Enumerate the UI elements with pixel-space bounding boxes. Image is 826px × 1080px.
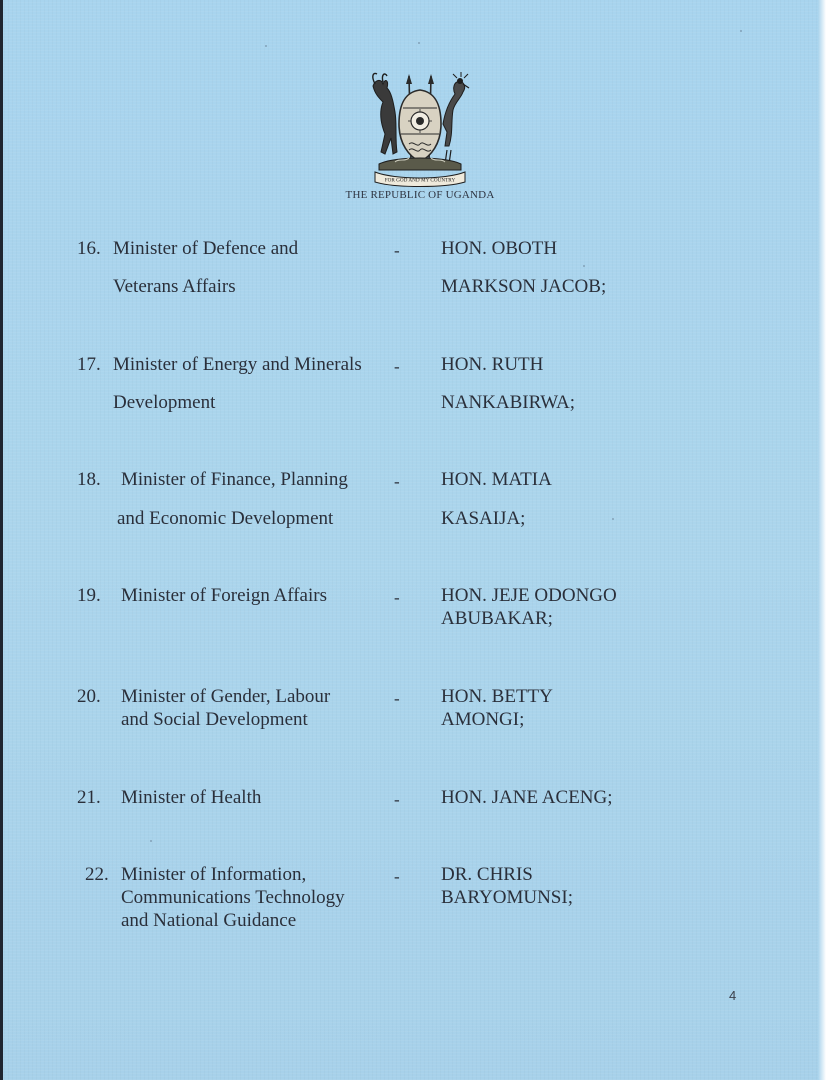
entry-number: 20.	[77, 686, 101, 707]
entry-number: 22.	[85, 864, 109, 885]
ministry-title-line: Development	[113, 392, 216, 413]
paper-speck	[740, 30, 742, 32]
paper-speck	[265, 45, 267, 47]
paper-speck	[583, 265, 585, 267]
separator-dash: -	[394, 241, 400, 260]
minister-name-line: HON. JANE ACENG;	[441, 787, 613, 808]
entry-number: 16.	[77, 238, 101, 259]
paper-speck	[150, 840, 152, 842]
entry-number: 19.	[77, 585, 101, 606]
ministry-title-line: Communications Technology	[121, 887, 345, 908]
ministry-title-line: Minister of Defence and	[113, 238, 299, 259]
minister-name-line: ABUBAKAR;	[441, 608, 553, 629]
entry-number: 17.	[77, 354, 101, 375]
minister-name-line: HON. JEJE ODONGO	[441, 585, 617, 606]
entry-number: 18.	[77, 469, 101, 490]
minister-name-line: KASAIJA;	[441, 508, 526, 529]
paper-speck	[612, 518, 614, 520]
page-right-edge	[818, 0, 826, 1080]
entry-number: 21.	[77, 787, 101, 808]
ministry-title-line: and National Guidance	[121, 910, 297, 931]
minister-name-line: BARYOMUNSI;	[441, 887, 573, 908]
ministry-title-line: Minister of Energy and Minerals	[113, 354, 362, 375]
separator-dash: -	[394, 588, 400, 607]
ministry-title-line: Minister of Health	[121, 787, 262, 808]
ministry-title-line: Minister of Information,	[121, 864, 307, 885]
paper-speck	[418, 42, 420, 44]
minister-name-line: DR. CHRIS	[441, 864, 533, 885]
minister-name-line: HON. MATIA	[441, 469, 552, 490]
separator-dash: -	[394, 472, 400, 491]
page-number: 4	[729, 988, 737, 1003]
separator-dash: -	[394, 689, 400, 708]
page-left-edge	[0, 0, 3, 1080]
ministry-title-line: Veterans Affairs	[113, 276, 236, 297]
ministry-title-line: Minister of Foreign Affairs	[121, 585, 327, 606]
coat-of-arms-emblem	[365, 72, 475, 190]
separator-dash: -	[394, 867, 400, 886]
separator-dash: -	[394, 357, 400, 376]
republic-caption: THE REPUBLIC OF UGANDA	[345, 189, 495, 201]
emblem-motto-text: FOR GOD AND MY COUNTRY	[384, 177, 456, 184]
separator-dash: -	[394, 790, 400, 809]
minister-name-line: MARKSON JACOB;	[441, 276, 607, 297]
ministry-title-line: and Social Development	[121, 709, 308, 730]
ministry-title-line: Minister of Finance, Planning	[121, 469, 348, 490]
ministry-title-line: and Economic Development	[117, 508, 334, 529]
minister-name-line: HON. OBOTH	[441, 238, 558, 259]
minister-name-line: NANKABIRWA;	[441, 392, 576, 413]
ministry-title-line: Minister of Gender, Labour	[121, 686, 331, 707]
minister-name-line: HON. RUTH	[441, 354, 544, 375]
minister-name-line: HON. BETTY	[441, 686, 553, 707]
minister-name-line: AMONGI;	[441, 709, 525, 730]
